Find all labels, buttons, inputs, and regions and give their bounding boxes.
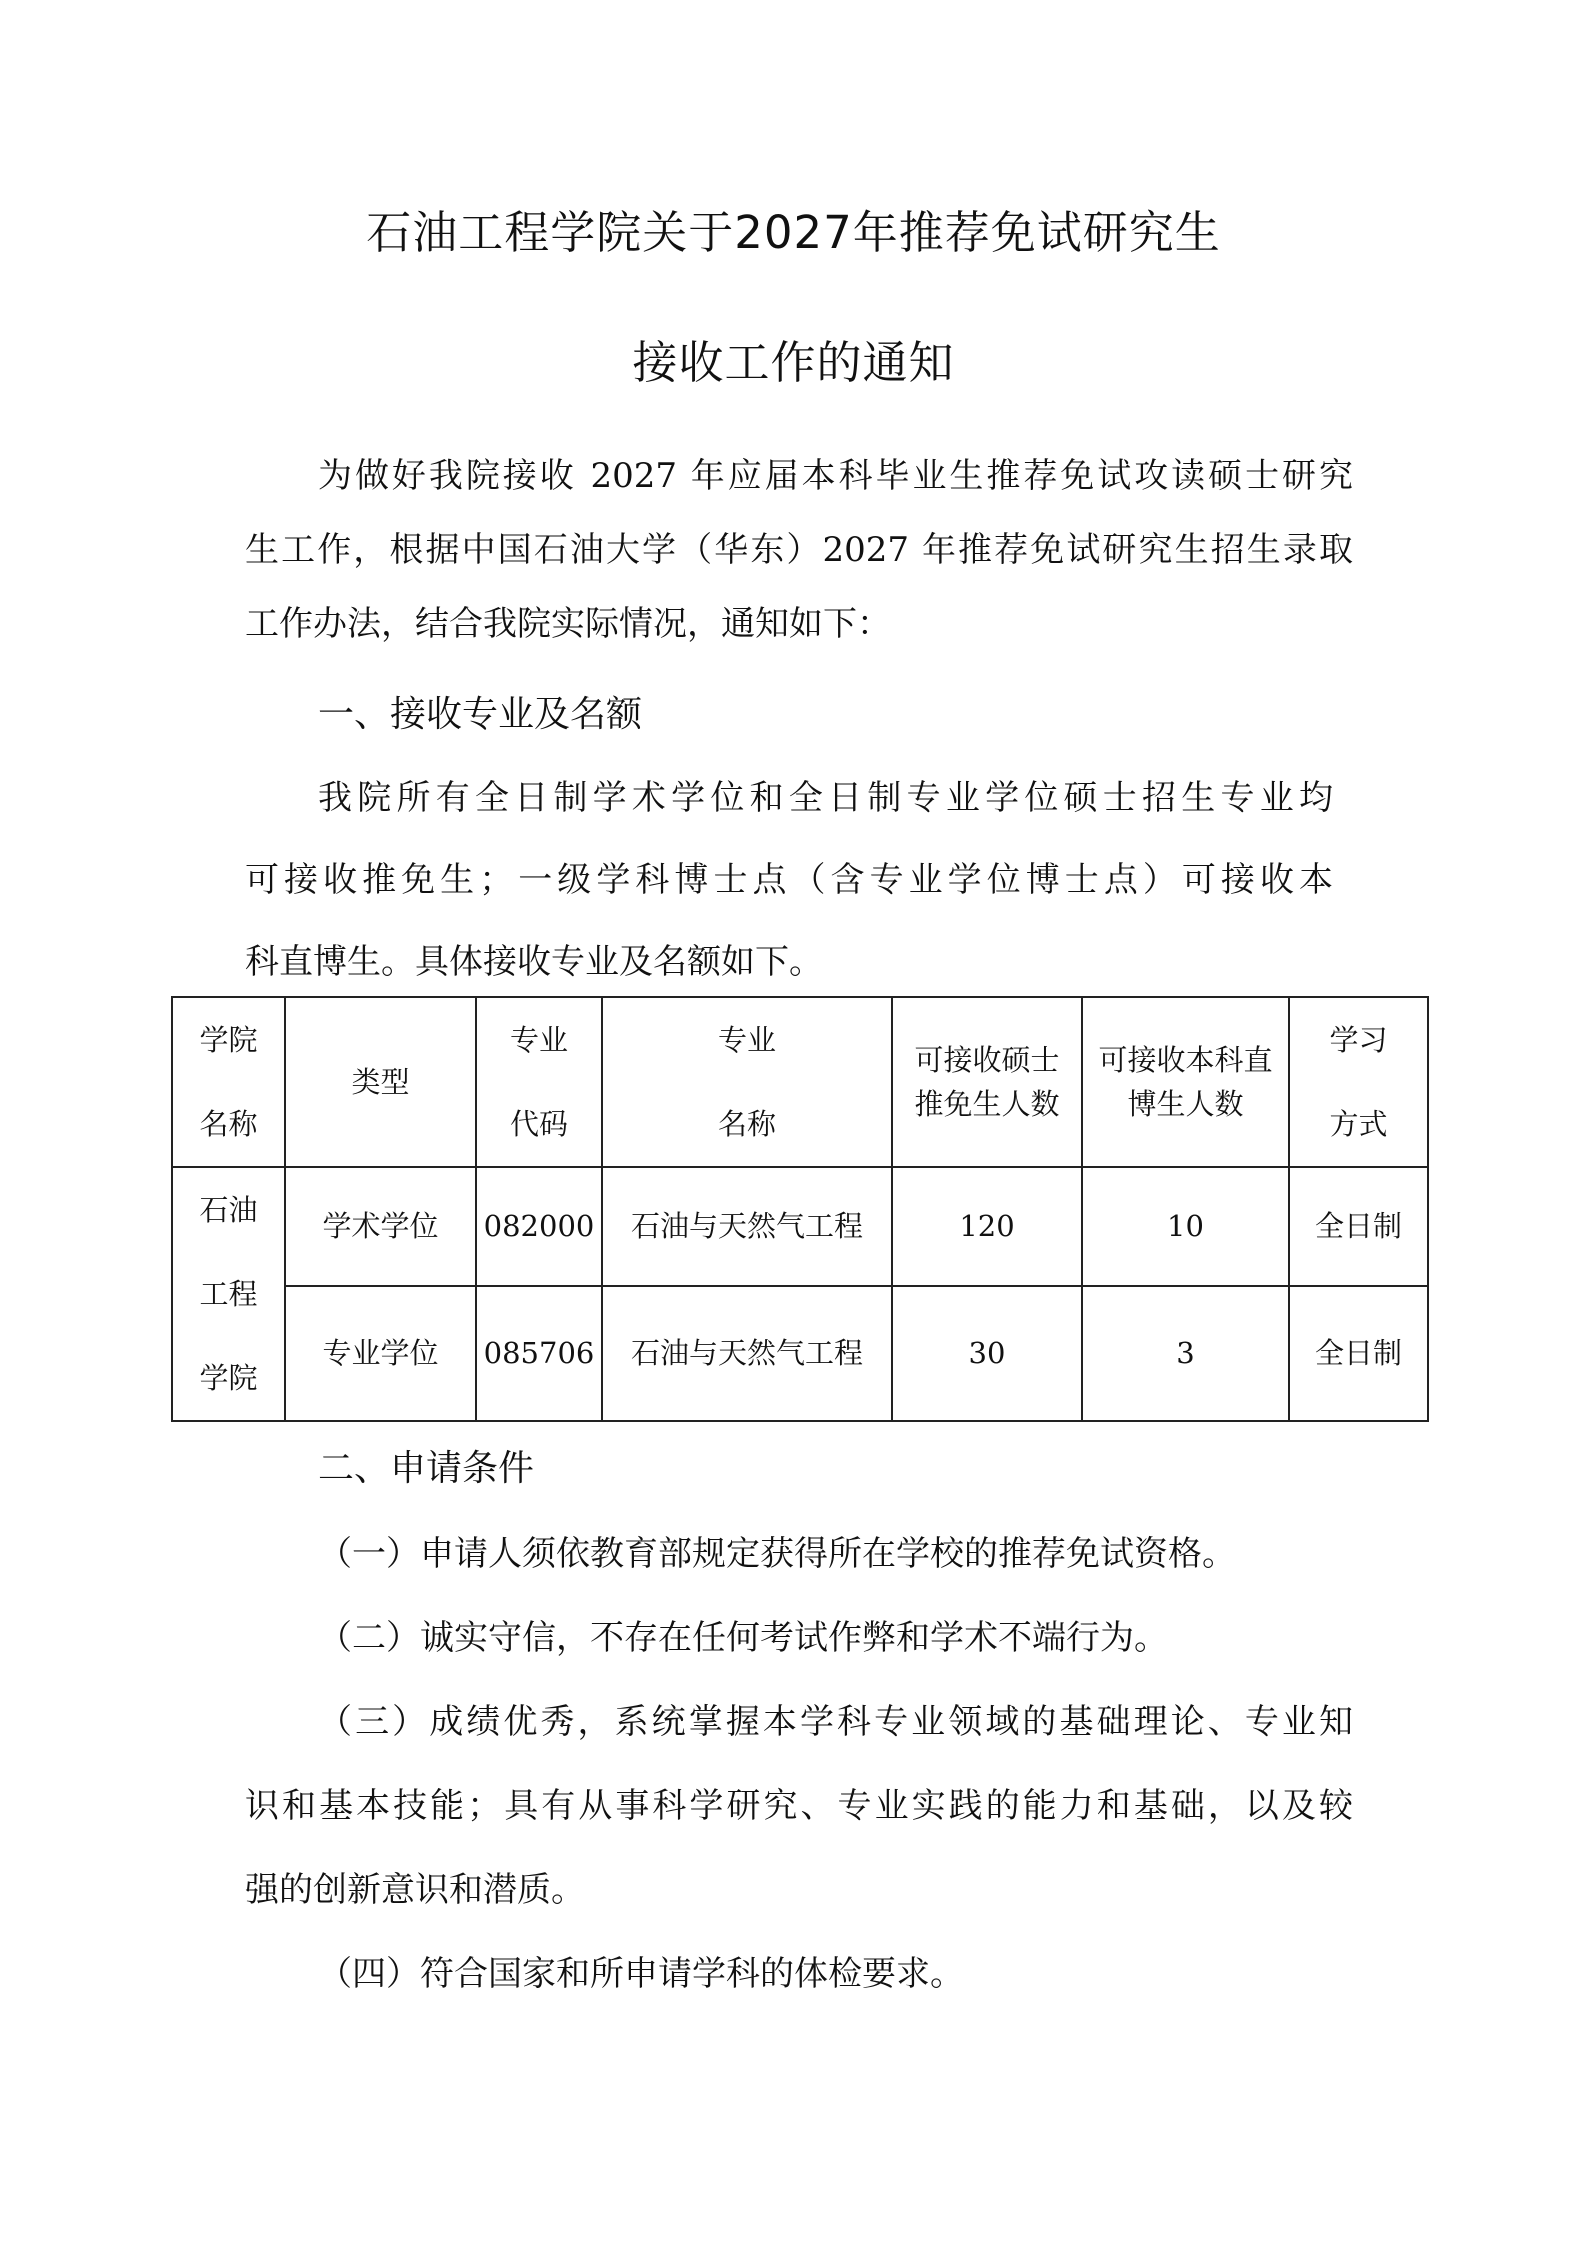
condition-item-4: （四）符合国家和所申请学科的体检要求。 [318,1954,964,1994]
section-1-line-2: 可接收推免生；一级学科博士点（含专业学位博士点）可接收本 [245,860,1333,900]
section-1-line-1: 我院所有全日制学术学位和全日制专业学位硕士招生专业均 [318,778,1333,818]
row-master-quota: 120 [892,1167,1082,1286]
header-master-quota: 可接收硕士 推免生人数 [892,997,1082,1167]
row-code: 082000 [476,1167,602,1286]
title-line-2: 接收工作的通知 [632,336,955,389]
row-type: 学术学位 [285,1167,476,1286]
table-row [172,1286,1428,1421]
section-2-heading: 二、申请条件 [318,1448,535,1489]
row-type: 专业学位 [285,1286,476,1421]
header-code: 专业 代码 [476,997,602,1167]
section-1-line-3: 科直博生。具体接收专业及名额如下。 [245,942,823,982]
college-name-cell: 石油 工程 学院 [172,1167,285,1421]
condition-item-2: （二）诚实守信，不存在任何考试作弊和学术不端行为。 [318,1618,1168,1658]
intro-line-3: 工作办法，结合我院实际情况，通知如下： [245,604,891,644]
section-1-heading: 一、接收专业及名额 [318,694,643,735]
condition-item-3-line-1: （三）成绩优秀，系统掌握本学科专业领域的基础理论、专业知 [318,1702,1353,1742]
condition-item-3-line-3: 强的创新意识和潜质。 [245,1870,585,1910]
intro-line-2: 生工作，根据中国石油大学（华东）2027 年推荐免试研究生招生录取 [245,530,1353,570]
row-phd-quota: 3 [1082,1286,1289,1421]
row-major-name: 石油与天然气工程 [602,1286,892,1421]
header-name: 专业 名称 [602,997,892,1167]
header-college: 学院 名称 [172,997,285,1167]
condition-item-1: （一）申请人须依教育部规定获得所在学校的推荐免试资格。 [318,1534,1236,1574]
row-study-mode: 全日制 [1289,1286,1428,1421]
condition-item-3-line-2: 识和基本技能；具有从事科学研究、专业实践的能力和基础，以及较 [245,1786,1353,1826]
row-phd-quota: 10 [1082,1167,1289,1286]
table-header-row [172,997,1428,1167]
header-phd-quota: 可接收本科直 博生人数 [1082,997,1289,1167]
quota-table [171,996,1429,1422]
title-line-1: 石油工程学院关于2027年推荐免试研究生 [366,206,1221,259]
intro-line-1: 为做好我院接收 2027 年应届本科毕业生推荐免试攻读硕士研究 [318,456,1353,496]
row-master-quota: 30 [892,1286,1082,1421]
row-study-mode: 全日制 [1289,1167,1428,1286]
table-row [172,1167,1428,1286]
row-major-name: 石油与天然气工程 [602,1167,892,1286]
header-study-mode: 学习 方式 [1289,997,1428,1167]
row-code: 085706 [476,1286,602,1421]
header-type: 类型 [285,997,476,1167]
